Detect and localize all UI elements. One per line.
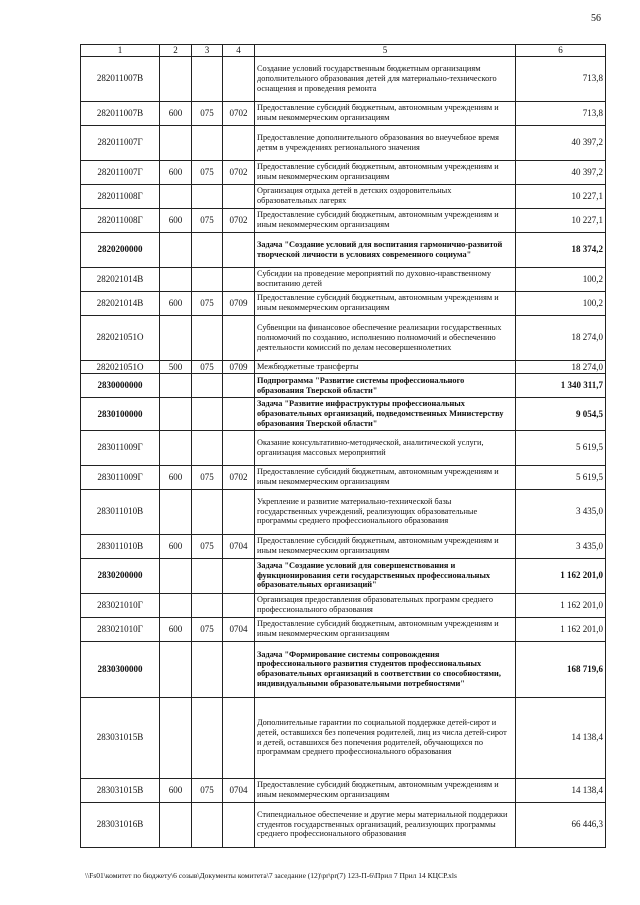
row-section — [223, 802, 255, 847]
table-row — [81, 697, 606, 778]
row-section — [223, 184, 255, 208]
row-description: Организация предоставления образовательных программ среднего профессионального образования — [255, 593, 516, 617]
row-description: Предоставление субсидий бюджетным, автономным учреждениям и иным некоммерческим организациям — [255, 208, 516, 232]
row-gr — [192, 267, 223, 291]
row-code: 2830200000 — [81, 558, 160, 593]
table-row — [81, 617, 606, 641]
row-gr: 075 — [192, 778, 223, 802]
row-description: Задача "Развитие инфраструктуры профессиональных образовательных организаций, подведомственных Министерству образования Тверской области" — [255, 398, 516, 430]
file-path-footer: \\Fs01\комитет по бюджету\6 созыв\Документы комитета\7 заседание (12)\pr\pr(7) 123-П-6\Прил 7 Прил 14 КЦСР.xls — [85, 871, 457, 880]
table-row — [81, 56, 606, 101]
table-row — [81, 101, 606, 125]
row-description: Предоставление дополнительного образования во внеучебное время детям в учреждениях регионального значения — [255, 125, 516, 160]
row-rz — [160, 125, 192, 160]
row-gr — [192, 125, 223, 160]
row-section — [223, 430, 255, 465]
row-description: Организация отдыха детей в детских оздоровительных образовательных лагерях — [255, 184, 516, 208]
row-amount: 5 619,5 — [516, 430, 606, 465]
row-description: Стипендиальное обеспечение и другие меры материальной поддержки студентов государственных организаций, реализующих программы среднего профессионального образования — [255, 802, 516, 847]
row-code: 283011010B — [81, 534, 160, 558]
table-row — [81, 534, 606, 558]
row-section — [223, 125, 255, 160]
row-rz: 600 — [160, 534, 192, 558]
row-rz: 600 — [160, 101, 192, 125]
table-row — [81, 315, 606, 360]
row-rz: 600 — [160, 291, 192, 315]
row-section — [223, 697, 255, 778]
row-gr — [192, 374, 223, 398]
row-code: 282011007B — [81, 56, 160, 101]
row-section — [223, 315, 255, 360]
row-section: 0704 — [223, 778, 255, 802]
table-row — [81, 802, 606, 847]
row-description: Задача "Создание условий для совершенствования и функционирования сети государственных профессиональных образовательных организаций" — [255, 558, 516, 593]
column-header: 1 — [81, 45, 160, 57]
row-rz: 600 — [160, 160, 192, 184]
row-rz — [160, 184, 192, 208]
row-description: Предоставление субсидий бюджетным, автономным учреждениям и иным некоммерческим организациям — [255, 465, 516, 489]
row-gr — [192, 593, 223, 617]
table-row — [81, 641, 606, 697]
row-amount: 18 374,2 — [516, 232, 606, 267]
row-description: Создание условий государственным бюджетным организациям дополнительного образования детей для материально-технического оснащения и проведения ремонта — [255, 56, 516, 101]
row-code: 282021051O — [81, 360, 160, 374]
row-code: 283011010B — [81, 489, 160, 534]
page-number: 56 — [591, 13, 601, 24]
row-description: Предоставление субсидий бюджетным, автономным учреждениям и иным некоммерческим организациям — [255, 101, 516, 125]
row-code: 282021014B — [81, 291, 160, 315]
column-header: 4 — [223, 45, 255, 57]
row-description: Предоставление субсидий бюджетным, автономным учреждениям и иным некоммерческим организациям — [255, 534, 516, 558]
column-header: 5 — [255, 45, 516, 57]
row-code: 2820200000 — [81, 232, 160, 267]
row-description: Межбюджетные трансферты — [255, 360, 516, 374]
table-row — [81, 778, 606, 802]
row-amount: 40 397,2 — [516, 160, 606, 184]
row-code: 282011007Г — [81, 125, 160, 160]
row-description: Предоставление субсидий бюджетным, автономным учреждениям и иным некоммерческим организациям — [255, 160, 516, 184]
row-amount: 1 340 311,7 — [516, 374, 606, 398]
row-amount: 66 446,3 — [516, 802, 606, 847]
row-description: Задача "Создание условий для воспитания гармонично-развитой творческой личности в условиях современного социума" — [255, 232, 516, 267]
row-amount: 1 162 201,0 — [516, 617, 606, 641]
row-code: 2830300000 — [81, 641, 160, 697]
row-description: Субсидии на проведение мероприятий по духовно-нравственному воспитанию детей — [255, 267, 516, 291]
table-row — [81, 208, 606, 232]
row-gr: 075 — [192, 465, 223, 489]
row-amount: 18 274,0 — [516, 315, 606, 360]
row-amount: 5 619,5 — [516, 465, 606, 489]
row-code: 283021010Г — [81, 593, 160, 617]
row-section — [223, 593, 255, 617]
row-gr — [192, 56, 223, 101]
row-description: Предоставление субсидий бюджетным, автономным учреждениям и иным некоммерческим организациям — [255, 778, 516, 802]
row-section — [223, 398, 255, 430]
row-section — [223, 641, 255, 697]
row-description: Дополнительные гарантии по социальной поддержке детей-сирот и детей, оставшихся без попечения родителей, лиц из числа детей-сирот и детей, оставшихся без попечения родителей, обучающихся по программам среднего профессионального образования — [255, 697, 516, 778]
row-amount: 3 435,0 — [516, 534, 606, 558]
row-description: Укрепление и развитие материально-технической базы государственных учреждений, реализующих образовательные программы среднего профессионального образования — [255, 489, 516, 534]
row-rz — [160, 315, 192, 360]
row-amount: 14 138,4 — [516, 697, 606, 778]
table-row — [81, 184, 606, 208]
table-row — [81, 291, 606, 315]
row-code: 283011009Г — [81, 430, 160, 465]
row-code: 282011008Г — [81, 184, 160, 208]
row-gr — [192, 697, 223, 778]
row-gr — [192, 430, 223, 465]
column-header: 3 — [192, 45, 223, 57]
row-amount: 168 719,6 — [516, 641, 606, 697]
row-description: Предоставление субсидий бюджетным, автономным учреждениям и иным некоммерческим организациям — [255, 617, 516, 641]
row-code: 2830000000 — [81, 374, 160, 398]
table-row — [81, 593, 606, 617]
row-rz — [160, 697, 192, 778]
row-amount: 10 227,1 — [516, 208, 606, 232]
row-code: 282011008Г — [81, 208, 160, 232]
row-gr: 075 — [192, 160, 223, 184]
row-rz — [160, 641, 192, 697]
row-section: 0704 — [223, 534, 255, 558]
row-gr — [192, 315, 223, 360]
budget-table — [80, 44, 606, 848]
row-rz — [160, 430, 192, 465]
row-section — [223, 232, 255, 267]
row-rz — [160, 489, 192, 534]
table-row — [81, 465, 606, 489]
row-description: Предоставление субсидий бюджетным, автономным учреждениям и иным некоммерческим организациям — [255, 291, 516, 315]
row-code: 283031015B — [81, 778, 160, 802]
row-amount: 1 162 201,0 — [516, 558, 606, 593]
row-gr — [192, 641, 223, 697]
table-row — [81, 125, 606, 160]
row-gr — [192, 558, 223, 593]
row-section: 0709 — [223, 360, 255, 374]
row-section: 0709 — [223, 291, 255, 315]
table-row — [81, 374, 606, 398]
row-amount: 40 397,2 — [516, 125, 606, 160]
row-rz: 600 — [160, 465, 192, 489]
row-section: 0702 — [223, 101, 255, 125]
row-gr — [192, 232, 223, 267]
row-amount: 100,2 — [516, 291, 606, 315]
table-row — [81, 558, 606, 593]
table-row — [81, 430, 606, 465]
row-section: 0702 — [223, 160, 255, 184]
row-amount: 3 435,0 — [516, 489, 606, 534]
row-gr — [192, 802, 223, 847]
table-row — [81, 398, 606, 430]
table-header-row — [81, 45, 606, 57]
row-code: 283031016B — [81, 802, 160, 847]
row-amount: 10 227,1 — [516, 184, 606, 208]
row-gr — [192, 489, 223, 534]
row-gr: 075 — [192, 291, 223, 315]
row-rz — [160, 267, 192, 291]
row-code: 282021014B — [81, 267, 160, 291]
row-rz — [160, 232, 192, 267]
row-gr: 075 — [192, 617, 223, 641]
row-amount: 18 274,0 — [516, 360, 606, 374]
row-gr: 075 — [192, 101, 223, 125]
row-amount: 9 054,5 — [516, 398, 606, 430]
row-rz — [160, 374, 192, 398]
row-rz: 500 — [160, 360, 192, 374]
table-row — [81, 489, 606, 534]
row-gr — [192, 398, 223, 430]
row-amount: 713,8 — [516, 101, 606, 125]
row-section: 0702 — [223, 208, 255, 232]
row-section: 0704 — [223, 617, 255, 641]
row-section — [223, 374, 255, 398]
row-rz: 600 — [160, 778, 192, 802]
row-code: 283011009Г — [81, 465, 160, 489]
row-code: 282011007Г — [81, 160, 160, 184]
row-section — [223, 489, 255, 534]
row-section — [223, 56, 255, 101]
row-code: 283021010Г — [81, 617, 160, 641]
row-description: Оказание консультативно-методической, аналитической услуги, организация массовых мероприятий — [255, 430, 516, 465]
row-amount: 713,8 — [516, 56, 606, 101]
row-gr: 075 — [192, 208, 223, 232]
row-section: 0702 — [223, 465, 255, 489]
column-header: 6 — [516, 45, 606, 57]
row-description: Задача "Формирование системы сопровождения профессионального развития студентов профессиональных образовательных организаций в соответствии со способностями, индивидуальными образовательными потребностями" — [255, 641, 516, 697]
row-gr: 075 — [192, 534, 223, 558]
row-rz — [160, 398, 192, 430]
row-code: 282021051O — [81, 315, 160, 360]
row-rz — [160, 802, 192, 847]
row-code: 282011007B — [81, 101, 160, 125]
row-description: Подпрограмма "Развитие системы профессионального образования Тверской области" — [255, 374, 516, 398]
row-amount: 100,2 — [516, 267, 606, 291]
table-row — [81, 160, 606, 184]
row-code: 283031015B — [81, 697, 160, 778]
row-rz: 600 — [160, 617, 192, 641]
row-gr: 075 — [192, 360, 223, 374]
row-rz: 600 — [160, 208, 192, 232]
row-rz — [160, 593, 192, 617]
column-header: 2 — [160, 45, 192, 57]
table-row — [81, 232, 606, 267]
table-row — [81, 360, 606, 374]
row-section — [223, 558, 255, 593]
table-row — [81, 267, 606, 291]
row-code: 2830100000 — [81, 398, 160, 430]
row-amount: 1 162 201,0 — [516, 593, 606, 617]
row-gr — [192, 184, 223, 208]
row-amount: 14 138,4 — [516, 778, 606, 802]
row-rz — [160, 558, 192, 593]
row-description: Субвенции на финансовое обеспечение реализации государственных полномочий по созданию, исполнению полномочий и обеспечению деятельности комиссий по делам несовершеннолетних — [255, 315, 516, 360]
row-rz — [160, 56, 192, 101]
row-section — [223, 267, 255, 291]
